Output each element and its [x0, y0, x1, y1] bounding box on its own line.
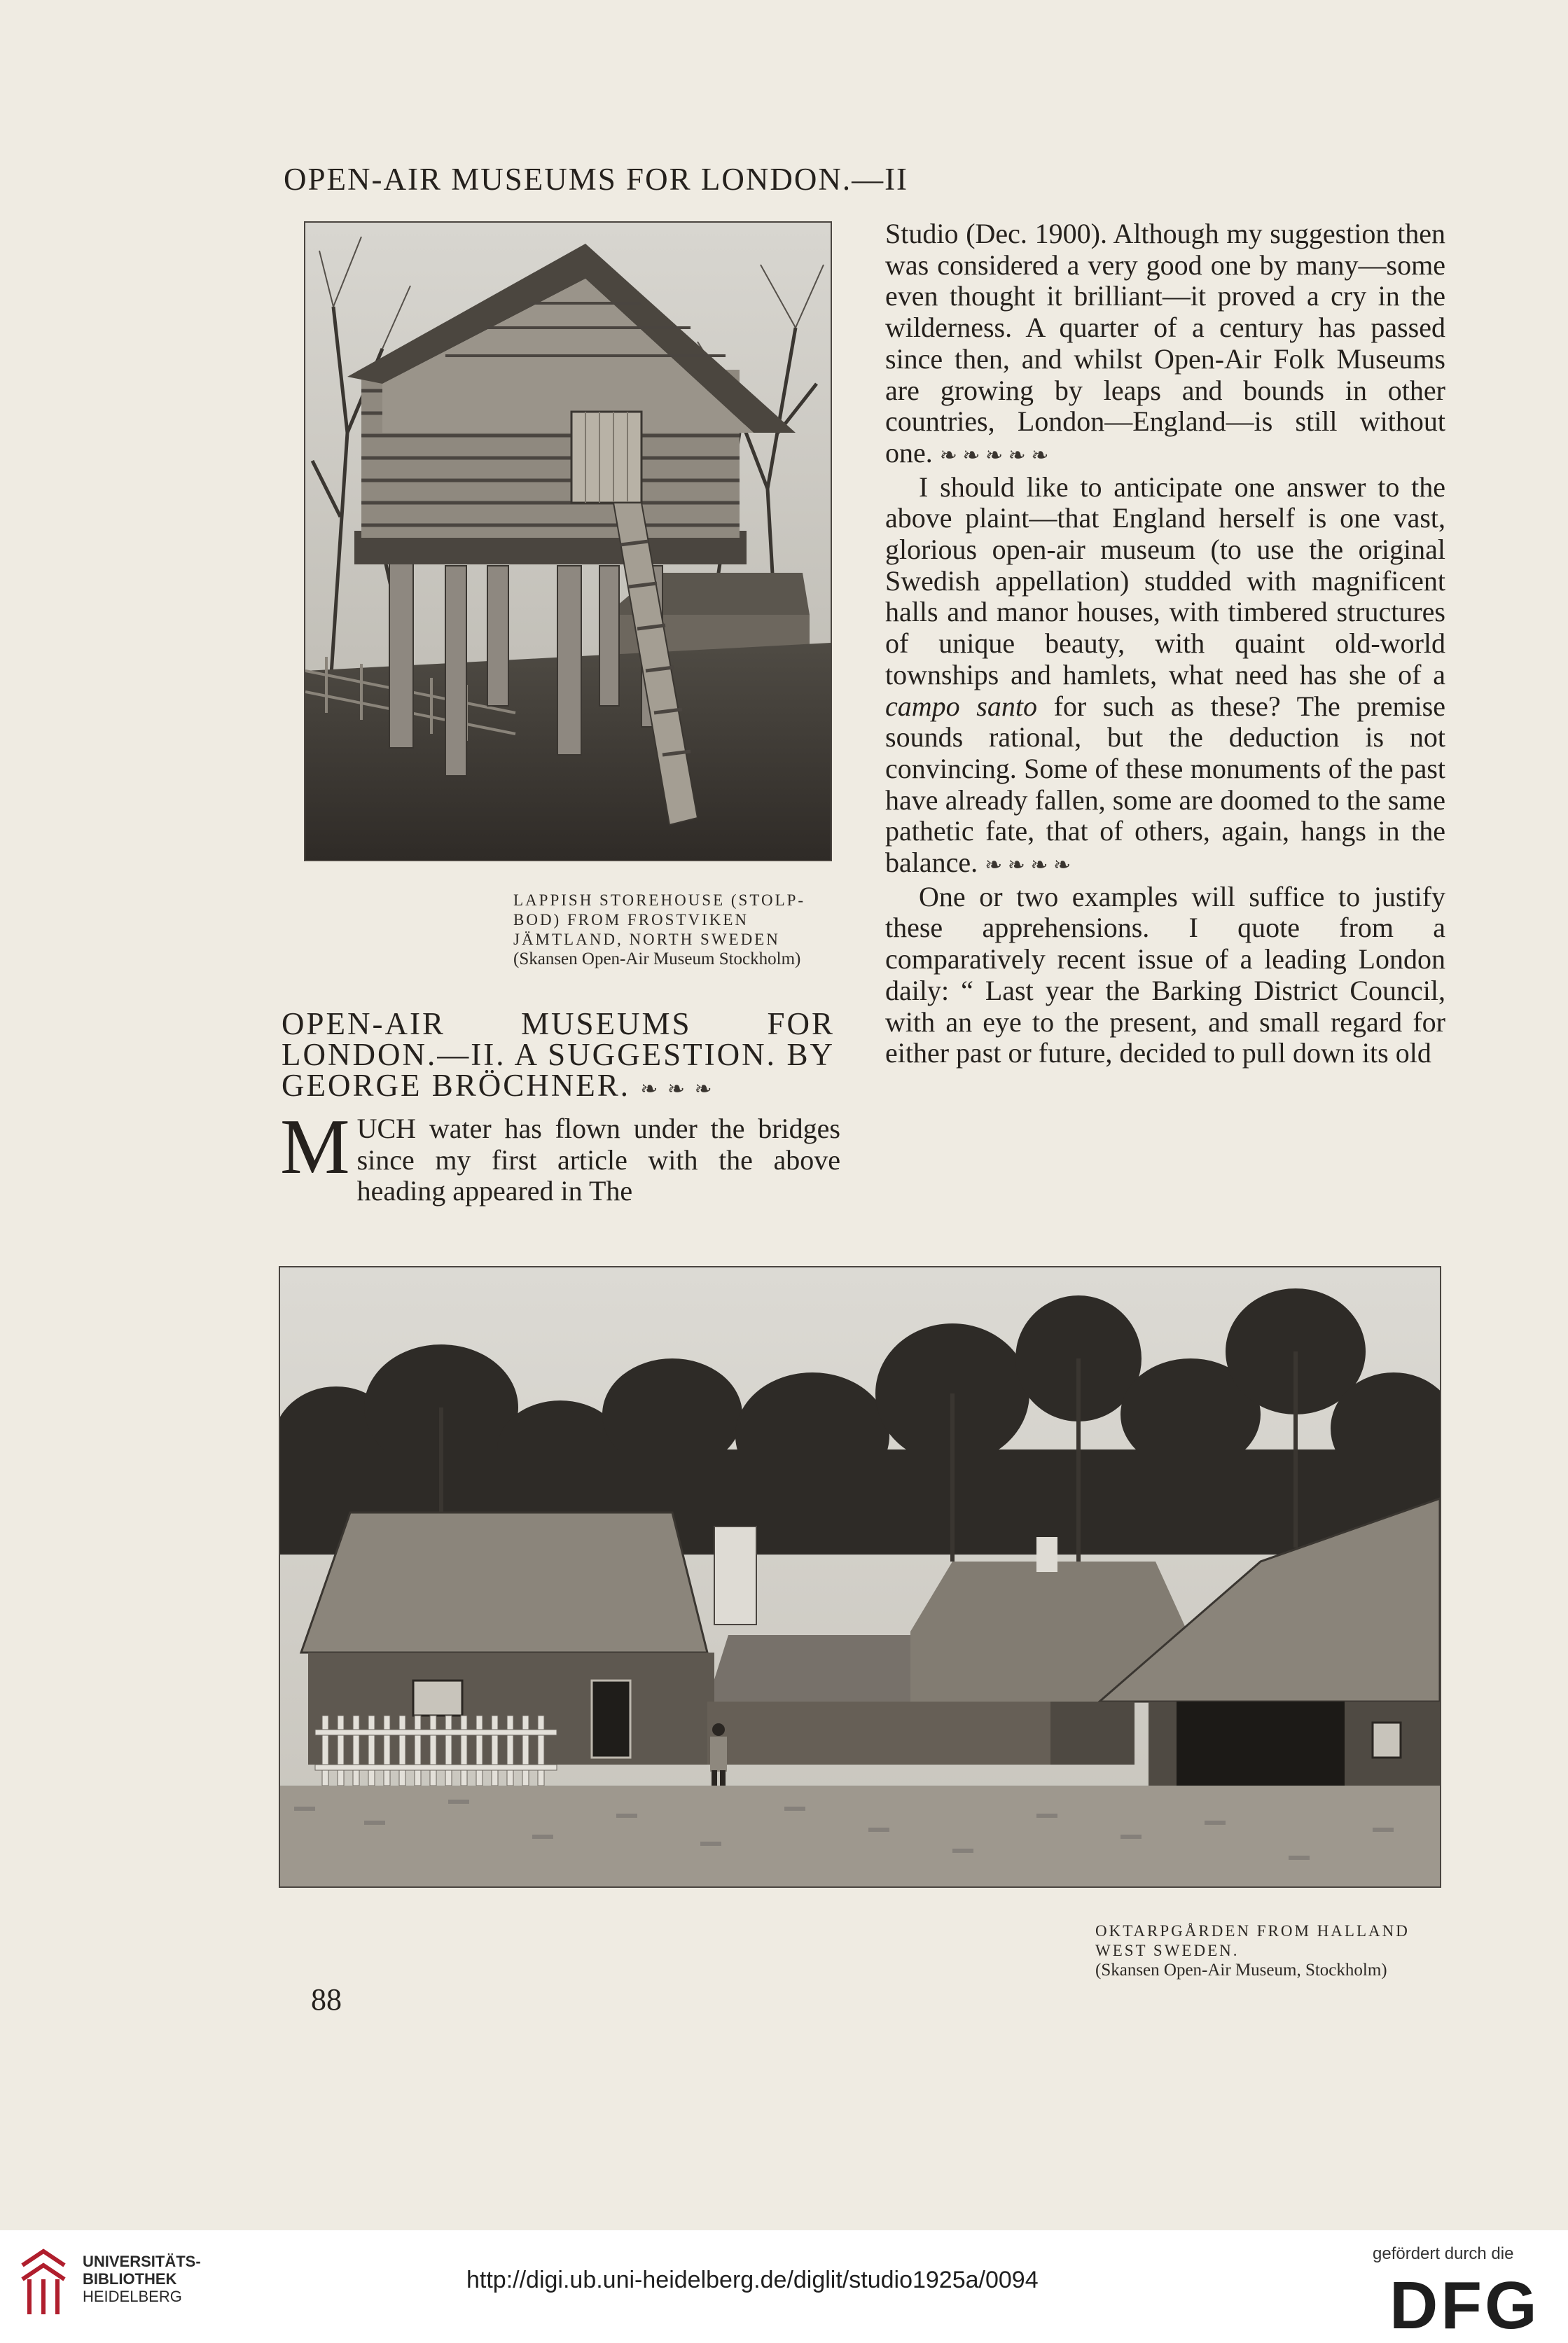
storehouse-caption-title: LAPPISH STOREHOUSE (STOLP-BOD) FROM FROSTVIKEN JÄMTLAND, NORTH SWEDEN — [513, 891, 806, 948]
farmstead-photo — [279, 1266, 1441, 1888]
library-logo-icon — [15, 2244, 71, 2321]
dfg-logo: DFG — [1389, 2268, 1540, 2343]
leaf-ornament-icon: ❧ ❧ ❧ ❧ ❧ — [939, 443, 1049, 467]
library-name: UNIVERSITÄTS- BIBLIOTHEK HEIDELBERG — [83, 2253, 201, 2305]
storehouse-photo — [304, 221, 832, 861]
article-paragraph-2: I should like to anticipate one answer to the above plaint—that England herself is one vast, glorious open-air museum (to use the original Swedish appellation) studded with magnificent halls and manor houses, with timbered structures of unique beauty, with quaint old-world townships and hamlets, what need has she of a campo santo for such as these? The premise sounds rational, but the deduction is not convincing. Some of these monuments of the past have already fallen, some are doomed to the same pathetic fate, that of others, again, hangs in the balance. ❧ ❧ ❧ ❧ — [885, 471, 1446, 879]
storehouse-caption — [513, 891, 825, 969]
farmstead-caption-title: OKTARPGÅRDEN FROM HALLAND WEST SWEDEN. — [1095, 1922, 1410, 1959]
page-number: 88 — [311, 1982, 342, 2017]
storehouse-caption-credit: (Skansen Open-Air Museum Stockholm) — [513, 950, 801, 968]
article-paragraph-1: MUCH water has flown under the bridges since my first article with the above heading appeared in The — [280, 1104, 840, 1207]
running-head: OPEN-AIR MUSEUMS FOR LONDON.—II — [284, 162, 909, 197]
right-text-column — [885, 218, 1445, 1069]
leaf-ornament-icon: ❧ ❧ ❧ ❧ — [985, 854, 1071, 877]
farmstead-caption-credit: (Skansen Open-Air Museum, Stockholm) — [1095, 1961, 1387, 1980]
leaf-ornament-icon: ❧ ❧ ❧ — [640, 1078, 714, 1101]
left-text-column — [280, 1104, 840, 1207]
article-paragraph-1-continued: Studio (Dec. 1900). Although my suggestion then was considered a very good one by many—some even thought it brilliant—it proved a cry in the wilderness. A quarter of a century has passed since then, and whilst Open-Air Folk Museums are growing by leaps and bounds in other countries, London—England—is still without one. ❧ ❧ ❧ ❧ ❧ — [885, 218, 1445, 468]
article-title: OPEN-AIR MUSEUMS FOR LONDON.—II. A SUGGESTION. BY GEORGE BRÖCHNER. ❧ ❧ ❧ — [282, 1006, 835, 1103]
drop-cap: M — [280, 1104, 350, 1190]
farmstead-caption — [1095, 1921, 1431, 1980]
article-paragraph-3: One or two examples will suffice to justify these apprehensions. I quote from a comparatively recent issue of a leading London daily: “ Last year the Barking District Council, with an eye to the present, and small regard for either past or future, decided to pull down its old — [885, 880, 1445, 1069]
funder-text: gefördert durch die — [1373, 2244, 1514, 2263]
permalink-url[interactable]: http://digi.ub.uni-heidelberg.de/diglit/studio1925a/0094 — [466, 2267, 1039, 2293]
digitization-footer — [0, 2230, 1568, 2341]
